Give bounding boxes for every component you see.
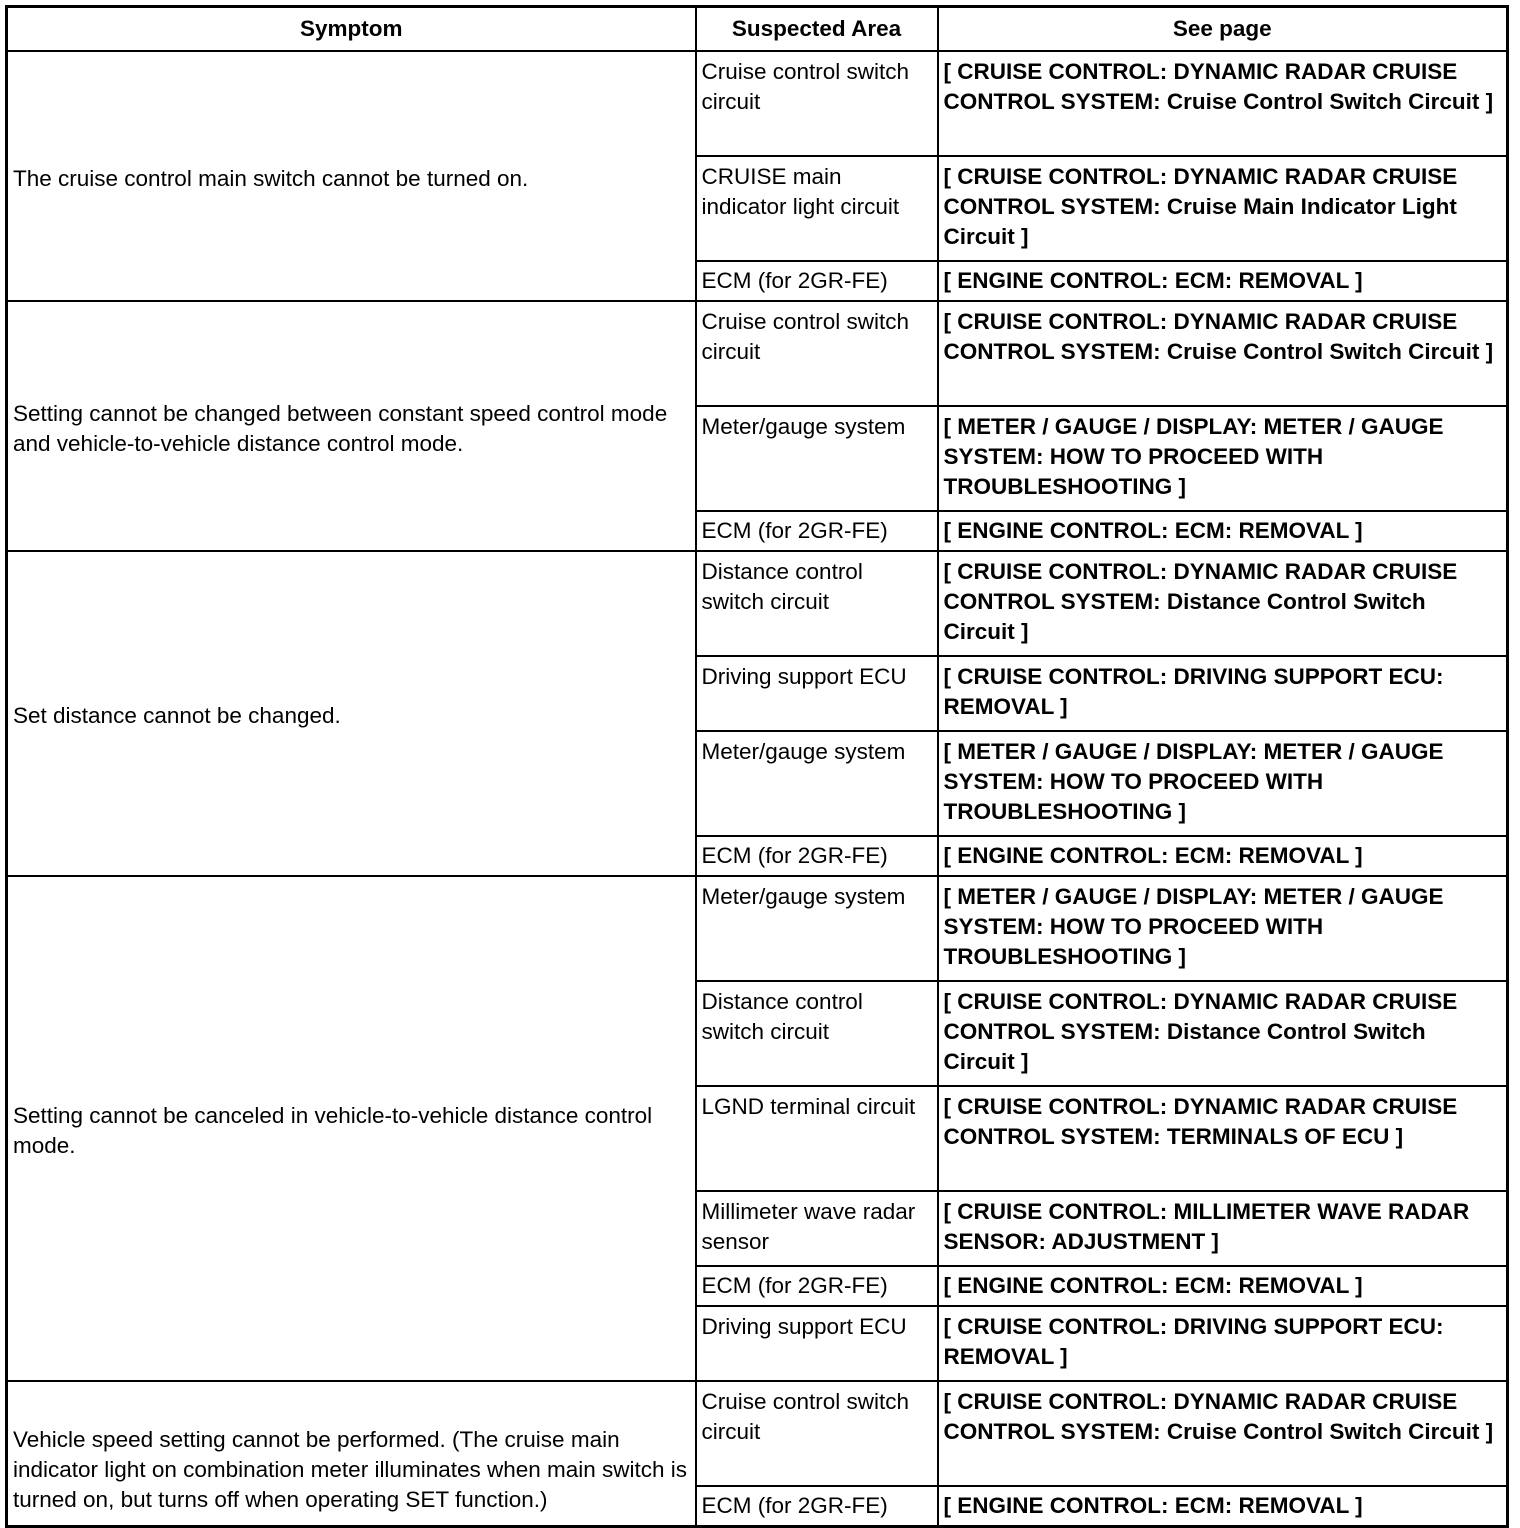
suspected-area-cell: Distance control switch circuit — [696, 981, 938, 1086]
symptom-cell: Setting cannot be canceled in vehicle-to-vehicle distance control mode. — [7, 876, 696, 1381]
see-page-link[interactable]: [ CRUISE CONTROL: DYNAMIC RADAR CRUISE CONTROL SYSTEM: Distance Control Switch Circuit ] — [938, 551, 1508, 656]
suspected-area-cell: Driving support ECU — [696, 1306, 938, 1381]
suspected-area-cell: Meter/gauge system — [696, 731, 938, 836]
header-see-page: See page — [938, 7, 1508, 52]
table-row — [7, 1381, 1508, 1486]
see-page-link[interactable]: [ ENGINE CONTROL: ECM: REMOVAL ] — [938, 261, 1508, 301]
suspected-area-cell: ECM (for 2GR-FE) — [696, 511, 938, 551]
see-page-link[interactable]: [ CRUISE CONTROL: DYNAMIC RADAR CRUISE CONTROL SYSTEM: TERMINALS OF ECU ] — [938, 1086, 1508, 1191]
problem-symptoms-table — [5, 5, 1509, 1528]
suspected-area-cell: ECM (for 2GR-FE) — [696, 1266, 938, 1306]
see-page-link[interactable]: [ ENGINE CONTROL: ECM: REMOVAL ] — [938, 1486, 1508, 1527]
suspected-area-cell: ECM (for 2GR-FE) — [696, 836, 938, 876]
see-page-link[interactable]: [ METER / GAUGE / DISPLAY: METER / GAUGE SYSTEM: HOW TO PROCEED WITH TROUBLESHOOTING ] — [938, 406, 1508, 511]
see-page-link[interactable]: [ ENGINE CONTROL: ECM: REMOVAL ] — [938, 511, 1508, 551]
see-page-link[interactable]: [ CRUISE CONTROL: DYNAMIC RADAR CRUISE CONTROL SYSTEM: Distance Control Switch Circuit ] — [938, 981, 1508, 1086]
suspected-area-cell: Cruise control switch circuit — [696, 301, 938, 406]
suspected-area-cell: Millimeter wave radar sensor — [696, 1191, 938, 1266]
suspected-area-cell: Driving support ECU — [696, 656, 938, 731]
see-page-link[interactable]: [ ENGINE CONTROL: ECM: REMOVAL ] — [938, 836, 1508, 876]
see-page-link[interactable]: [ METER / GAUGE / DISPLAY: METER / GAUGE SYSTEM: HOW TO PROCEED WITH TROUBLESHOOTING ] — [938, 876, 1508, 981]
see-page-link[interactable]: [ CRUISE CONTROL: DYNAMIC RADAR CRUISE CONTROL SYSTEM: Cruise Control Switch Circuit ] — [938, 301, 1508, 406]
see-page-link[interactable]: [ ENGINE CONTROL: ECM: REMOVAL ] — [938, 1266, 1508, 1306]
see-page-link[interactable]: [ CRUISE CONTROL: DRIVING SUPPORT ECU: REMOVAL ] — [938, 1306, 1508, 1381]
suspected-area-cell: Cruise control switch circuit — [696, 51, 938, 156]
suspected-area-cell: CRUISE main indicator light circuit — [696, 156, 938, 261]
symptom-cell: Set distance cannot be changed. — [7, 551, 696, 876]
see-page-link[interactable]: [ CRUISE CONTROL: DYNAMIC RADAR CRUISE CONTROL SYSTEM: Cruise Main Indicator Light Circuit ] — [938, 156, 1508, 261]
suspected-area-cell: Meter/gauge system — [696, 406, 938, 511]
suspected-area-cell: ECM (for 2GR-FE) — [696, 1486, 938, 1527]
see-page-link[interactable]: [ CRUISE CONTROL: MILLIMETER WAVE RADAR SENSOR: ADJUSTMENT ] — [938, 1191, 1508, 1266]
suspected-area-cell: LGND terminal circuit — [696, 1086, 938, 1191]
suspected-area-cell: Meter/gauge system — [696, 876, 938, 981]
see-page-link[interactable]: [ CRUISE CONTROL: DYNAMIC RADAR CRUISE CONTROL SYSTEM: Cruise Control Switch Circuit ] — [938, 1381, 1508, 1486]
table-row — [7, 301, 1508, 406]
table-header-row — [7, 7, 1508, 52]
table-row — [7, 551, 1508, 656]
suspected-area-cell: Cruise control switch circuit — [696, 1381, 938, 1486]
header-suspected-area: Suspected Area — [696, 7, 938, 52]
see-page-link[interactable]: [ METER / GAUGE / DISPLAY: METER / GAUGE SYSTEM: HOW TO PROCEED WITH TROUBLESHOOTING ] — [938, 731, 1508, 836]
symptom-cell: The cruise control main switch cannot be turned on. — [7, 51, 696, 301]
table-row — [7, 876, 1508, 981]
symptom-cell: Vehicle speed setting cannot be performed. (The cruise main indicator light on combination meter illuminates when main switch is turned on, but turns off when operating SET function.) — [7, 1381, 696, 1527]
see-page-link[interactable]: [ CRUISE CONTROL: DRIVING SUPPORT ECU: REMOVAL ] — [938, 656, 1508, 731]
header-symptom: Symptom — [7, 7, 696, 52]
troubleshooting-table-container — [5, 5, 1509, 1528]
suspected-area-cell: Distance control switch circuit — [696, 551, 938, 656]
suspected-area-cell: ECM (for 2GR-FE) — [696, 261, 938, 301]
symptom-cell: Setting cannot be changed between constant speed control mode and vehicle-to-vehicle distance control mode. — [7, 301, 696, 551]
table-row — [7, 51, 1508, 156]
see-page-link[interactable]: [ CRUISE CONTROL: DYNAMIC RADAR CRUISE CONTROL SYSTEM: Cruise Control Switch Circuit ] — [938, 51, 1508, 156]
